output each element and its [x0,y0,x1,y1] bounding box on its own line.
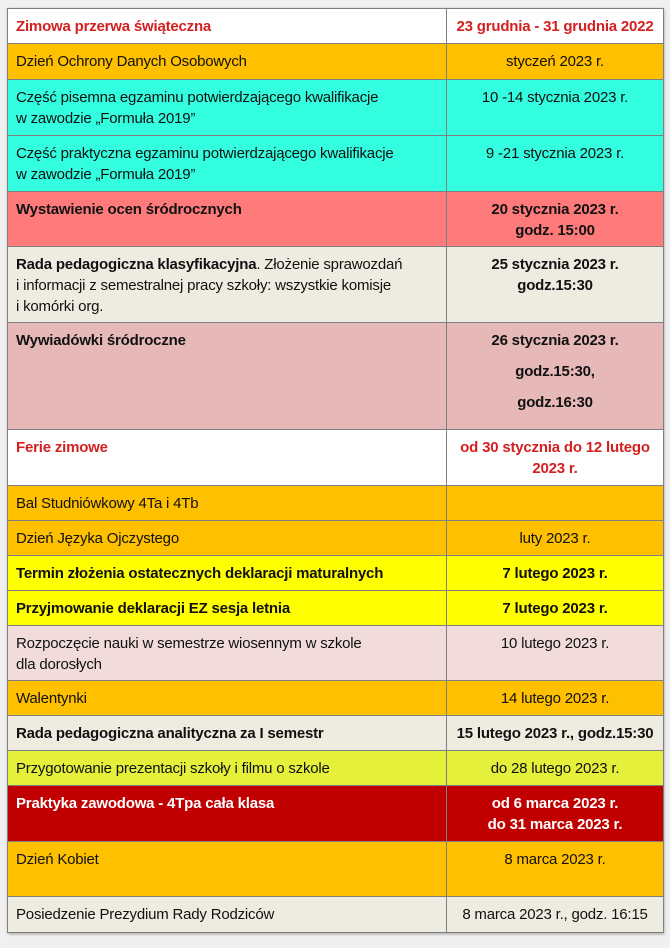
date-text: od 6 marca 2023 r. [491,795,619,812]
date-cell [447,626,664,681]
date-text: 23 grudnia - 31 grudnia 2022 [456,18,654,35]
date-cell [447,192,664,247]
date-cell [447,247,664,323]
table-row [8,626,664,681]
date-text: godz. 15:00 [515,222,595,239]
event-text [16,254,438,275]
date-cell [447,521,664,556]
event-text: Wystawienie ocen śródrocznych [16,201,242,218]
date-text: 2023 r. [532,460,578,477]
event-text: i komórki org. [16,298,104,315]
table-row [8,430,664,486]
school-calendar [7,8,663,933]
event-cell [8,323,447,430]
date-cell [447,786,664,842]
event-cell [8,44,447,80]
date-cell [447,556,664,591]
date-text: godz.16:30 [517,394,593,411]
date-cell [447,136,664,192]
date-text: 7 lutego 2023 r. [502,600,608,617]
table-row [8,486,664,521]
date-text: 8 marca 2023 r., godz. 16:15 [462,906,648,923]
event-cell [8,430,447,486]
event-cell [8,192,447,247]
date-text: 26 stycznia 2023 r. [491,332,619,349]
table-row [8,136,664,192]
date-text: do 31 marca 2023 r. [487,816,623,833]
event-text: Wywiadówki śródroczne [16,332,186,349]
events-table [7,8,664,933]
date-text: 15 lutego 2023 r., godz.15:30 [456,725,654,742]
table-row [8,192,664,247]
event-cell [8,9,447,44]
event-text: Dzień Ochrony Danych Osobowych [16,53,247,70]
table-row [8,716,664,751]
date-cell [447,716,664,751]
event-text: w zawodzie „Formuła 2019” [16,110,196,127]
table-row [8,751,664,786]
date-cell [447,80,664,136]
date-cell [447,44,664,80]
event-text: Rozpoczęcie nauki w semestrze wiosennym w szkole [16,635,362,652]
event-cell [8,247,447,323]
date-text: 7 lutego 2023 r. [502,565,608,582]
event-text: w zawodzie „Formuła 2019” [16,166,196,183]
event-rest-text: . Złożenie sprawozdań [256,256,403,273]
date-cell [447,681,664,716]
event-bold-text: Rada pedagogiczna klasyfikacyjna [16,256,257,273]
event-cell [8,521,447,556]
event-text: dla dorosłych [16,656,102,673]
event-text: Posiedzenie Prezydium Rady Rodziców [16,906,275,923]
event-cell [8,842,447,897]
event-text: Przygotowanie prezentacji szkoły i filmu o szkole [16,760,330,777]
table-row [8,323,664,430]
date-text: luty 2023 r. [519,530,591,547]
event-cell [8,80,447,136]
table-row [8,80,664,136]
date-text: 20 stycznia 2023 r. [491,201,619,218]
date-text: od 30 stycznia do 12 lutego [460,439,650,456]
event-text: Rada pedagogiczna analityczna za I semestr [16,725,324,742]
date-cell [447,486,664,521]
date-cell [447,751,664,786]
date-cell [447,430,664,486]
event-text: Termin złożenia ostatecznych deklaracji maturalnych [16,565,384,582]
event-cell [8,751,447,786]
event-cell [8,626,447,681]
table-row [8,681,664,716]
date-text: 9 -21 stycznia 2023 r. [485,145,625,162]
event-cell [8,681,447,716]
date-text: godz.15:30 [517,277,593,294]
event-text: Walentynki [16,690,87,707]
date-text: 10 -14 stycznia 2023 r. [481,89,629,106]
date-text: 8 marca 2023 r. [504,851,606,868]
event-text: Ferie zimowe [16,439,108,456]
event-cell [8,897,447,933]
event-cell [8,591,447,626]
date-text: 14 lutego 2023 r. [500,690,610,707]
event-cell [8,716,447,751]
event-text: Bal Studniówkowy 4Ta i 4Tb [16,495,199,512]
date-cell [447,842,664,897]
event-text: Praktyka zawodowa - 4Tpa cała klasa [16,795,275,812]
table-row [8,842,664,897]
table-row [8,9,664,44]
date-text: 25 stycznia 2023 r. [491,256,619,273]
event-cell [8,556,447,591]
date-text: styczeń 2023 r. [506,53,604,70]
event-cell [8,786,447,842]
table-row [8,44,664,80]
event-text: Przyjmowanie deklaracji EZ sesja letnia [16,600,290,617]
date-cell [447,323,664,430]
table-row [8,591,664,626]
event-text: Część pisemna egzaminu potwierdzającego kwalifikacje [16,89,379,106]
table-row [8,247,664,323]
date-text: godz.15:30, [515,363,595,380]
event-cell [8,136,447,192]
table-row [8,897,664,933]
event-text: Dzień Kobiet [16,851,99,868]
table-row [8,556,664,591]
date-cell [447,897,664,933]
table-row [8,786,664,842]
date-text: do 28 lutego 2023 r. [490,760,620,777]
table-row [8,521,664,556]
date-cell [447,9,664,44]
event-text: Część praktyczna egzaminu potwierdzającego kwalifikacje [16,145,394,162]
event-cell [8,486,447,521]
event-text: Zimowa przerwa świąteczna [16,18,212,35]
date-cell [447,591,664,626]
event-text: i informacji z semestralnej pracy szkoły: wszystkie komisje [16,277,391,294]
event-text: Dzień Języka Ojczystego [16,530,179,547]
date-text: 10 lutego 2023 r. [500,635,610,652]
